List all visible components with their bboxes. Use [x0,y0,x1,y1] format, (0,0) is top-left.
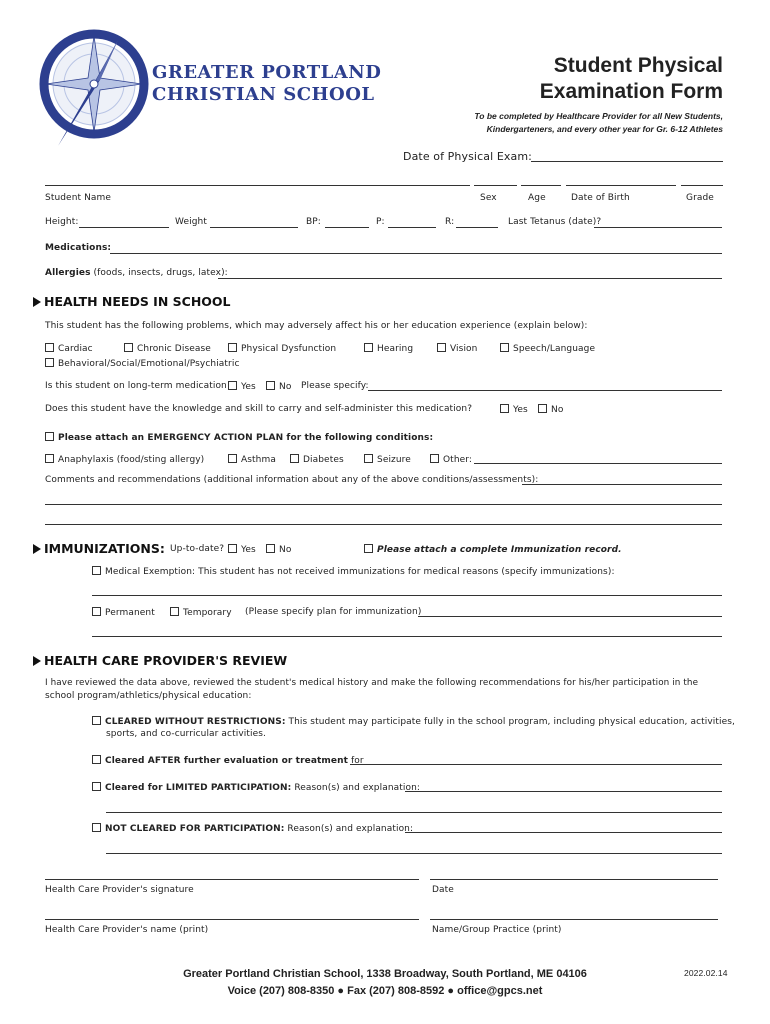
after-evaluation-field[interactable] [350,764,722,765]
checkbox-icon [266,381,275,390]
checkbox-icon [92,716,101,725]
group-practice-field[interactable] [430,919,718,920]
provider-review-heading: HEALTH CARE PROVIDER'S REVIEW [33,653,287,668]
checkbox-icon [92,755,101,764]
revision-date: 2022.02.14 [684,968,728,978]
provider-name-field[interactable] [45,919,419,920]
height-label: Height: [45,217,79,227]
checkbox-icon [45,358,54,367]
age-label: Age [528,193,546,203]
health-needs-intro: This student has the following problems, which may adversely affect his or her education experience (explain below): [45,321,588,331]
date-of-exam-label: Date of Physical Exam: [403,150,532,163]
seizure-checkbox[interactable]: Seizure [364,454,411,465]
checkbox-icon [228,343,237,352]
tetanus-field[interactable] [594,227,722,228]
triangle-bullet-icon [33,656,41,666]
long-term-medication-question: Is this student on long-term medication [45,381,227,391]
health-needs-heading: HEALTH NEEDS IN SCHOOL [33,294,231,309]
self-administer-question: Does this student have the knowledge and skill to carry and self-administer this medication? [45,404,473,414]
form-subtitle-line2: Kindergarteners, and every other year for Gr. 6-12 Athletes [486,124,723,134]
attach-immunization-checkbox[interactable]: Please attach a complete Immunization record. [364,544,622,555]
specify-label: Please specify: [301,381,369,391]
student-name-field[interactable] [45,185,470,186]
physical-dysfunction-checkbox[interactable]: Physical Dysfunction [228,343,336,354]
immunization-plan-label: (Please specify plan for immunization) [245,607,422,617]
form-title-line1: Student Physical [553,54,723,77]
anaphylaxis-checkbox[interactable]: Anaphylaxis (food/sting allergy) [45,454,204,465]
checkbox-icon [92,782,101,791]
footer-address: Greater Portland Christian School, 1338 Broadway, South Portland, ME 04106 [183,968,587,980]
bp-label: BP: [306,217,321,227]
not-cleared-checkbox[interactable]: NOT CLEARED FOR PARTICIPATION: Reason(s) and explanation: [92,823,413,834]
other-condition-field[interactable] [474,463,722,464]
immunization-plan-field-1[interactable] [418,616,722,617]
checkbox-icon [266,544,275,553]
height-field[interactable] [79,227,169,228]
checkbox-icon [364,544,373,553]
student-name-label: Student Name [45,193,112,203]
weight-label: Weight [175,217,207,227]
limited-reason-field-1[interactable] [405,791,722,792]
pulse-label: P: [376,217,385,227]
compass-rose-logo-icon [38,28,150,150]
checkbox-icon [45,432,54,441]
school-name-line1: GREATER PORTLAND [152,62,382,83]
checkbox-icon [92,607,101,616]
footer-contact: Voice (207) 808-8350 ● Fax (207) 808-8592 ● office@gpcs.net [227,985,543,997]
medication-specify-field[interactable] [368,390,722,391]
sex-label: Sex [480,193,497,203]
checkbox-icon [430,454,439,463]
pulse-field[interactable] [388,227,436,228]
dob-field[interactable] [566,185,676,186]
immunization-plan-field-2[interactable] [92,636,722,637]
cleared-line2: sports, and co-curricular activities. [106,729,266,739]
school-logo [38,28,150,150]
signature-date-field[interactable] [430,879,718,880]
group-practice-label: Name/Group Practice (print) [432,925,562,935]
review-intro-line2: school program/athletics/physical education: [45,691,252,701]
not-cleared-reason-field-1[interactable] [405,832,722,833]
behavioral-checkbox[interactable]: Behavioral/Social/Emotional/Psychiatric [45,358,240,369]
comments-field-3[interactable] [45,524,722,525]
up-to-date-label: Up-to-date? [170,544,225,554]
medications-field[interactable] [110,253,722,254]
diabetes-checkbox[interactable]: Diabetes [290,454,344,465]
weight-field[interactable] [210,227,298,228]
cleared-after-evaluation-checkbox[interactable]: Cleared AFTER further evaluation or treatment for [92,755,364,766]
checkbox-icon [538,404,547,413]
checkbox-icon [124,343,133,352]
asthma-checkbox[interactable]: Asthma [228,454,276,465]
long-term-yes-checkbox[interactable]: Yes [228,381,256,392]
triangle-bullet-icon [33,297,41,307]
temporary-checkbox[interactable]: Temporary [170,607,232,618]
comments-label: Comments and recommendations (additional information about any of the above conditions/assessments): [45,475,539,485]
date-label: Date [432,885,454,895]
checkbox-icon [45,343,54,352]
checkbox-icon [92,823,101,832]
long-term-no-checkbox[interactable]: No [266,381,291,392]
immunizations-heading: IMMUNIZATIONS: [33,541,165,556]
grade-field[interactable] [681,185,723,186]
checkbox-icon [364,343,373,352]
respiration-label: R: [445,217,455,227]
age-field[interactable] [521,185,561,186]
comments-field-2[interactable] [45,504,722,505]
review-intro-line1: I have reviewed the data above, reviewed the student's medical history and make the following recommendations for his/her participation in the [45,678,699,688]
immunization-no-checkbox[interactable]: No [266,544,291,555]
respiration-field[interactable] [456,227,498,228]
speech-language-checkbox[interactable]: Speech/Language [500,343,595,354]
checkbox-icon [92,566,101,575]
vision-checkbox[interactable]: Vision [437,343,477,354]
other-checkbox[interactable]: Other: [430,454,472,465]
not-cleared-reason-field-2[interactable] [106,853,722,854]
emergency-plan-checkbox[interactable]: Please attach an EMERGENCY ACTION PLAN for the following conditions: [45,432,433,443]
sex-field[interactable] [474,185,517,186]
permanent-checkbox[interactable]: Permanent [92,607,155,618]
checkbox-icon [228,544,237,553]
checkbox-icon [228,454,237,463]
triangle-bullet-icon [33,544,41,554]
provider-name-label: Health Care Provider's name (print) [45,925,209,935]
self-administer-yes-checkbox[interactable]: Yes [500,404,528,415]
grade-label: Grade [686,193,714,203]
checkbox-icon [228,381,237,390]
hearing-checkbox[interactable]: Hearing [364,343,413,354]
bp-field[interactable] [325,227,369,228]
form-subtitle-line1: To be completed by Healthcare Provider for all New Students, [474,111,723,121]
school-name-line2: CHRISTIAN SCHOOL [152,84,375,105]
signature-field[interactable] [45,879,419,880]
checkbox-icon [45,454,54,463]
checkbox-icon [437,343,446,352]
checkbox-icon [170,607,179,616]
limited-participation-checkbox[interactable]: Cleared for LIMITED PARTICIPATION: Reason(s) and explanation: [92,782,420,793]
cardiac-checkbox[interactable]: Cardiac [45,343,93,354]
dob-label: Date of Birth [571,193,630,203]
medical-exemption-checkbox[interactable]: Medical Exemption: This student has not received immunizations for medical reasons (specify immunizations): [92,566,615,577]
limited-reason-field-2[interactable] [106,812,722,813]
comments-field-1[interactable] [522,484,722,485]
checkbox-icon [364,454,373,463]
exemption-field[interactable] [92,595,722,596]
cleared-checkbox[interactable]: CLEARED WITHOUT RESTRICTIONS: This student may participate fully in the school program, including physical education, activities, [92,716,735,727]
checkbox-icon [290,454,299,463]
date-of-exam-field[interactable] [531,161,723,162]
chronic-disease-checkbox[interactable]: Chronic Disease [124,343,211,354]
checkbox-icon [500,404,509,413]
signature-label: Health Care Provider's signature [45,885,194,895]
immunization-yes-checkbox[interactable]: Yes [228,544,256,555]
self-administer-no-checkbox[interactable]: No [538,404,563,415]
medications-label: Medications: [45,243,112,253]
form-title-line2: Examination Form [539,80,723,103]
tetanus-label: Last Tetanus (date)? [508,217,602,227]
checkbox-icon [500,343,509,352]
allergies-field[interactable] [218,278,722,279]
allergies-label: Allergies (foods, insects, drugs, latex): [45,268,228,278]
